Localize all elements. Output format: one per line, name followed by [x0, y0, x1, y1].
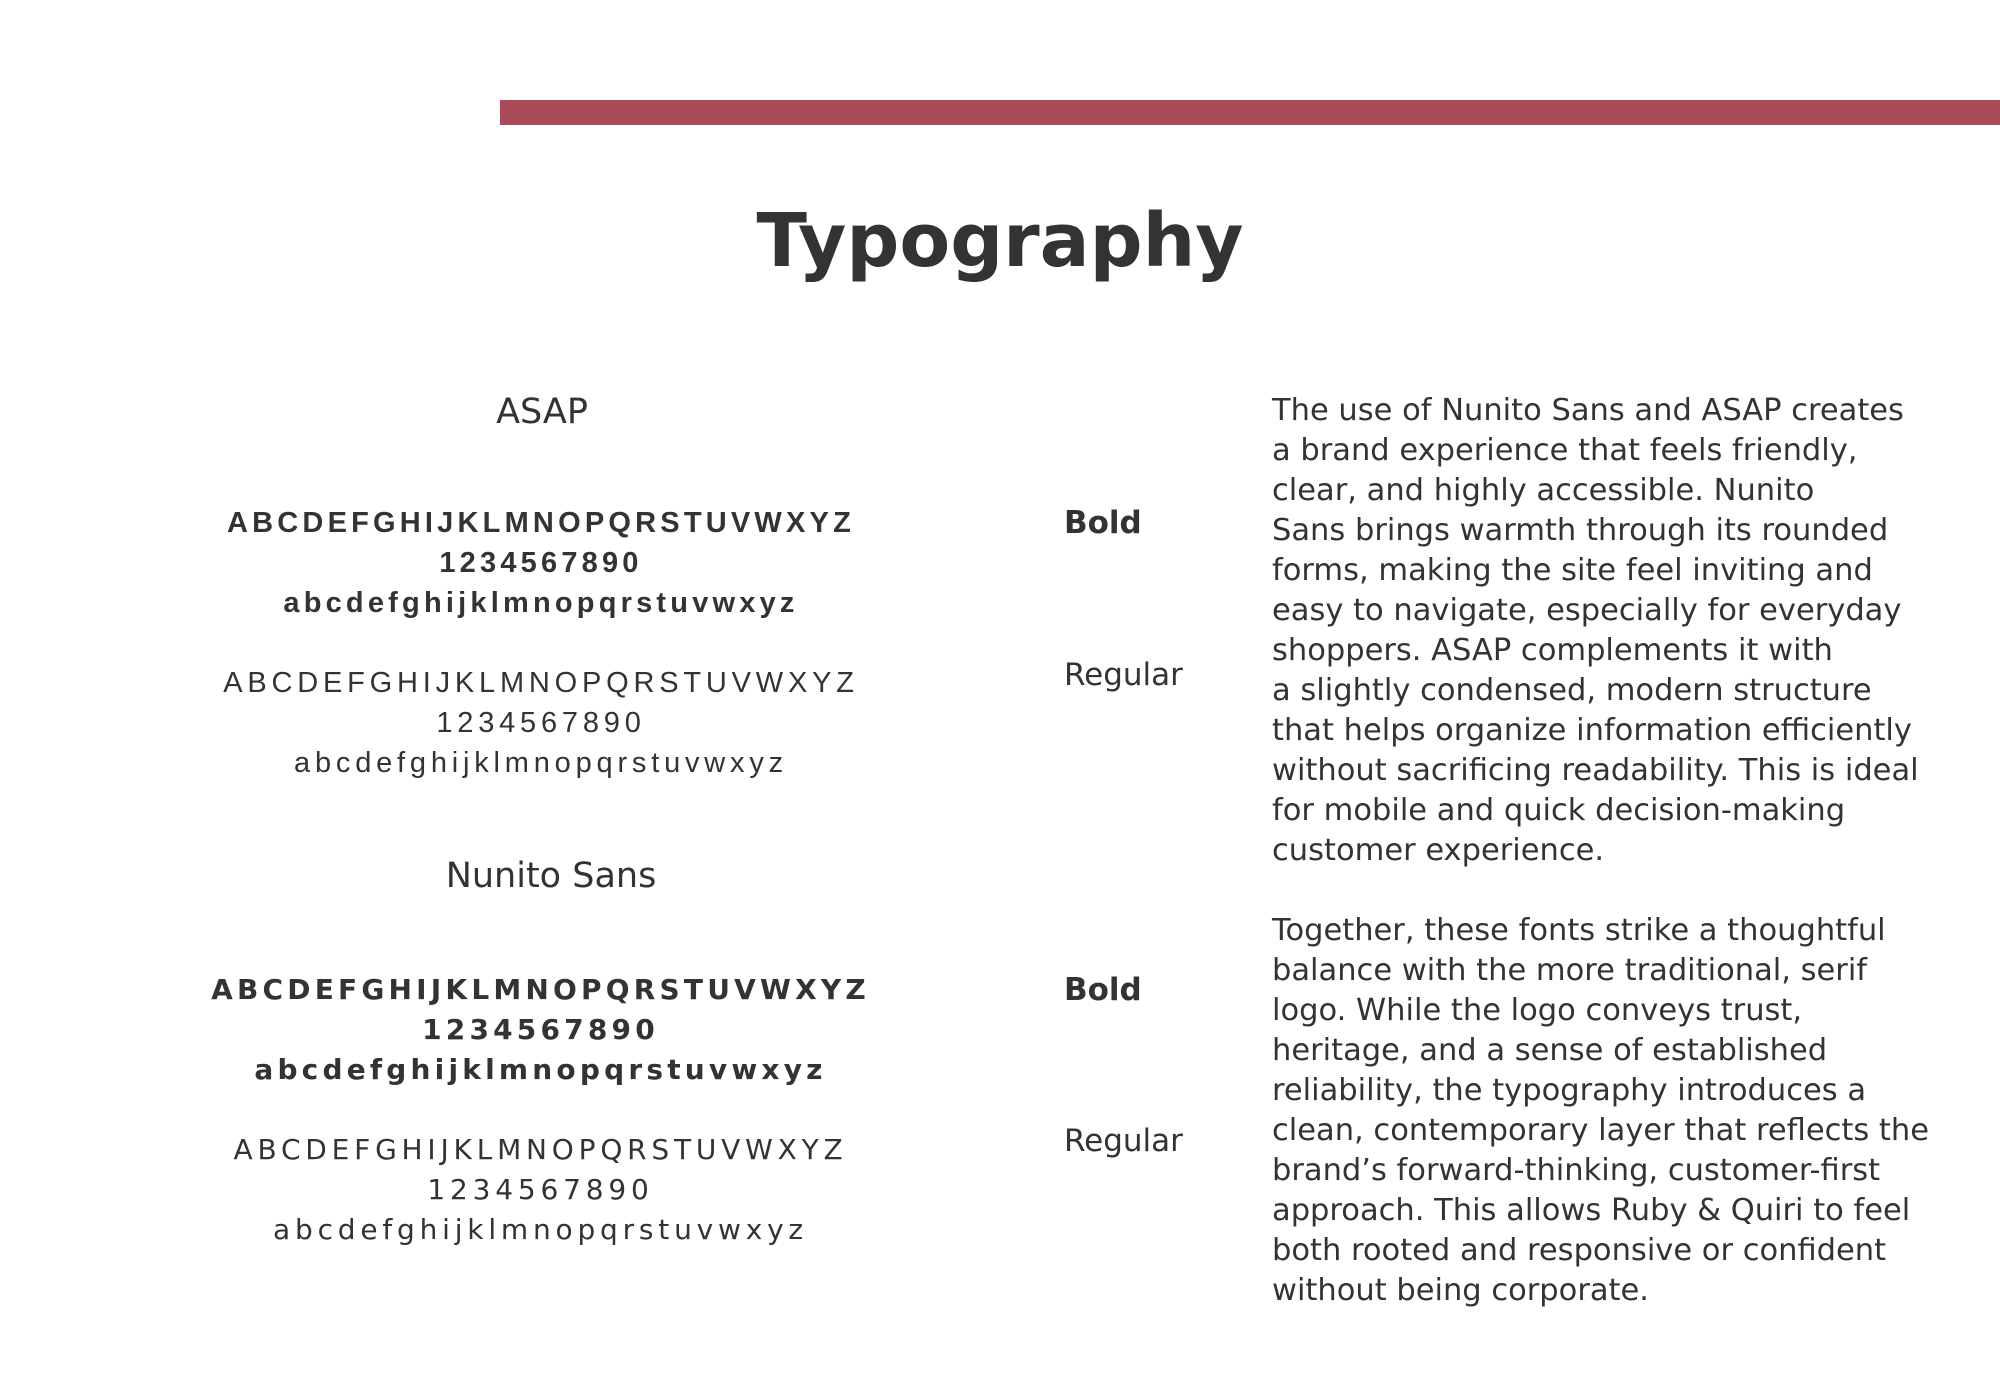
specimen-uppercase: ABCDEFGHIJKLMNOPQRSTUVWXYZ	[233, 1133, 848, 1166]
asap-bold-label: Bold	[1064, 505, 1142, 541]
asap-bold-specimen	[141, 503, 941, 623]
specimen-digits: 1234567890	[436, 707, 646, 739]
paragraph-line: for mobile and quick decision-making	[1272, 793, 1846, 828]
specimen-uppercase: ABCDEFGHIJKLMNOPQRSTUVWXYZ	[223, 667, 859, 699]
paragraph-line: brand’s forward-thinking, customer-first	[1272, 1153, 1881, 1188]
font-name-asap: ASAP	[496, 392, 588, 432]
specimen-uppercase: ABCDEFGHIJKLMNOPQRSTUVWXYZ	[227, 507, 855, 539]
paragraph-line: approach. This allows Ruby & Quiri to feel	[1272, 1193, 1911, 1228]
accent-bar	[500, 100, 2000, 125]
asap-regular-specimen	[141, 663, 941, 783]
paragraph-line: both rooted and responsive or confident	[1272, 1233, 1887, 1268]
paragraph-line: a slightly condensed, modern structure	[1272, 673, 1872, 708]
nunito-regular-label: Regular	[1064, 1123, 1183, 1159]
paragraph-line: logo. While the logo conveys trust,	[1272, 993, 1803, 1028]
paragraph-line: shoppers. ASAP complements it with	[1272, 633, 1833, 668]
paragraph-line: a brand experience that feels friendly,	[1272, 433, 1858, 468]
paragraph-line: balance with the more traditional, serif	[1272, 953, 1868, 988]
paragraph-line: Sans brings warmth through its rounded	[1272, 513, 1889, 548]
description-paragraph-1	[1272, 391, 1962, 871]
paragraph-line: reliability, the typography introduces a	[1272, 1073, 1867, 1108]
font-name-nunito-sans: Nunito Sans	[445, 856, 657, 896]
paragraph-line: easy to navigate, especially for everyday	[1272, 593, 1902, 628]
specimen-uppercase: ABCDEFGHIJKLMNOPQRSTUVWXYZ	[211, 973, 870, 1006]
specimen-lowercase: abcdefghijklmnopqrstuvwxyz	[294, 747, 788, 779]
description-paragraph-2	[1272, 911, 1962, 1311]
specimen-digits: 1234567890	[427, 1173, 654, 1206]
paragraph-line: clean, contemporary layer that reflects the	[1272, 1113, 1929, 1148]
paragraph-line: Together, these fonts strike a thoughtful	[1272, 913, 1886, 948]
specimen-lowercase: abcdefghijklmnopqrstuvwxyz	[254, 1053, 827, 1086]
paragraph-line: clear, and highly accessible. Nunito	[1272, 473, 1815, 508]
nunito-bold-specimen	[103, 970, 978, 1090]
specimen-digits: 1234567890	[439, 547, 643, 579]
page-title: Typography	[756, 198, 1244, 284]
nunito-regular-specimen	[103, 1130, 978, 1250]
paragraph-line: without being corporate.	[1272, 1273, 1649, 1308]
specimen-lowercase: abcdefghijklmnopqrstuvwxyz	[273, 1213, 808, 1246]
paragraph-line: without sacrificing readability. This is ideal	[1272, 753, 1919, 788]
specimen-lowercase: abcdefghijklmnopqrstuvwxyz	[283, 587, 799, 619]
nunito-bold-label: Bold	[1064, 972, 1142, 1008]
paragraph-line: that helps organize information efficiently	[1272, 713, 1912, 748]
paragraph-line: heritage, and a sense of established	[1272, 1033, 1828, 1068]
asap-regular-label: Regular	[1064, 657, 1183, 693]
paragraph-line: forms, making the site feel inviting and	[1272, 553, 1873, 588]
paragraph-line: The use of Nunito Sans and ASAP creates	[1272, 393, 1904, 428]
paragraph-line: customer experience.	[1272, 833, 1605, 868]
specimen-digits: 1234567890	[422, 1013, 659, 1046]
